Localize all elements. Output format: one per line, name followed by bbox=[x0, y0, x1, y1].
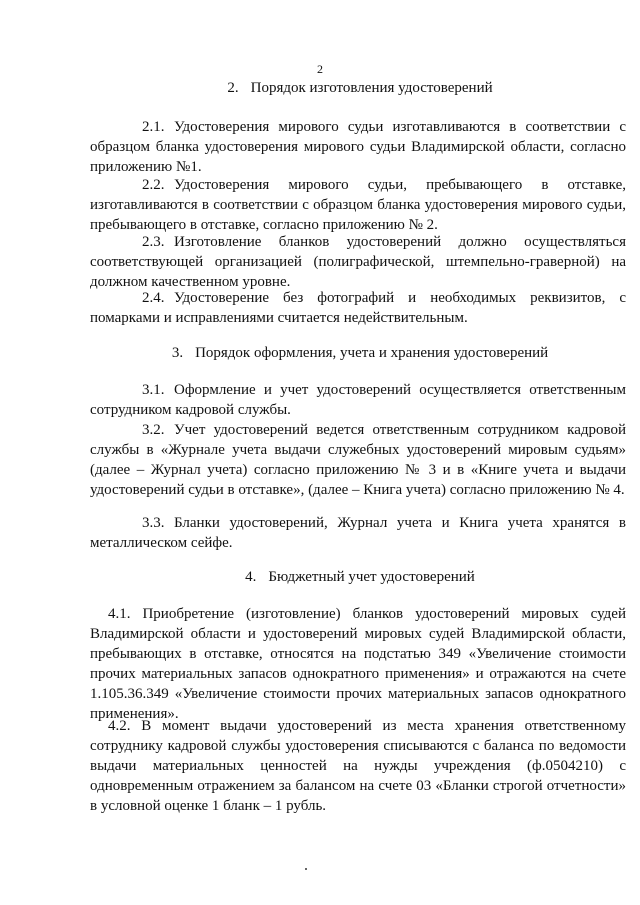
section-heading-2 bbox=[94, 78, 626, 98]
item-number: 2.1. bbox=[142, 119, 165, 135]
paragraph-2-1 bbox=[90, 117, 626, 177]
section-number: 3. bbox=[171, 345, 184, 361]
page-number: 2 bbox=[317, 62, 323, 76]
scan-speck bbox=[305, 868, 307, 870]
item-number: 2.4. bbox=[142, 290, 165, 306]
paragraph-2-2 bbox=[90, 175, 626, 235]
section-heading-4 bbox=[94, 567, 626, 587]
item-text: 4.1. Приобретение (изготовление) бланков удостоверений мировых судей Владимирской области и удостоверений мировых судей Владимирской области, пребывающих в отставке, относятся на подстатью 349 «Увеличение стоимости прочих материальных запасов однократного применения» и отражаются на счете 1.105.36.349 «Увеличение стоимости прочих материальных запасов однократного применения». bbox=[90, 606, 626, 722]
section-title: Бюджетный учет удостоверений bbox=[268, 569, 475, 585]
item-text: Удостоверения мирового судьи изготавливаются в соответствии с образцом бланка удостоверения мирового судьи Владимирской области, согласно приложению №1. bbox=[90, 119, 626, 175]
item-number: 3.3. bbox=[142, 515, 165, 531]
item-text: Оформление и учет удостоверений осуществляется ответственным сотрудником кадровой службы. bbox=[90, 382, 626, 418]
paragraph-3-3 bbox=[90, 513, 626, 553]
item-number: 2.3. bbox=[142, 234, 165, 250]
paragraph-2-3 bbox=[90, 232, 626, 292]
item-text: Учет удостоверений ведется ответственным сотрудником кадровой службы в «Журнале учета выдачи служебных удостоверений мировым судьям» (далее – Журнал учета) согласно приложению № 3 и в «Книге учета и выдачи удостоверений судьи в отставке», (далее – Книга учета) согласно приложению № 4. bbox=[90, 422, 626, 498]
item-text: 4.2. В момент выдачи удостоверений из места хранения ответственному сотруднику кадровой службы удостоверения списываются с баланса по ведомости выдачи материальных ценностей на нужды учреждения (ф.0504210) с одновременным отражением за балансом на счете 03 «Бланки строгой отчетности» в условной оценке 1 бланк – 1 рубль. bbox=[90, 718, 626, 814]
item-number: 3.1. bbox=[142, 382, 165, 398]
section-heading-3 bbox=[94, 343, 626, 363]
paragraph-3-1 bbox=[90, 380, 626, 420]
section-number: 4. bbox=[245, 569, 257, 585]
section-number: 2. bbox=[227, 80, 239, 96]
paragraph-4-1 bbox=[90, 604, 626, 724]
paragraph-3-2 bbox=[90, 420, 626, 500]
item-number: 2.2. bbox=[142, 177, 165, 193]
paragraph-2-4 bbox=[90, 288, 626, 328]
section-title: Порядок изготовления удостоверений bbox=[250, 80, 493, 96]
item-text: Бланки удостоверений, Журнал учета и Книга учета хранятся в металлическом сейфе. bbox=[90, 515, 626, 551]
item-text: Удостоверения мирового судьи, пребывающего в отставке, изготавливаются в соответствии с образцом бланка удостоверения мирового судьи, пребывающего в отставке, согласно приложению № 2. bbox=[90, 177, 626, 233]
item-text: Удостоверение без фотографий и необходимых реквизитов, с помарками и исправлениями считается недействительным. bbox=[90, 290, 626, 326]
item-text: Изготовление бланков удостоверений должно осуществляться соответствующей организацией (полиграфической, штемпельно-граверной) на должном качественном уровне. bbox=[90, 234, 626, 290]
section-title: Порядок оформления, учета и хранения удостоверений bbox=[195, 345, 549, 361]
paragraph-4-2 bbox=[90, 716, 626, 816]
item-number: 3.2. bbox=[142, 422, 165, 438]
